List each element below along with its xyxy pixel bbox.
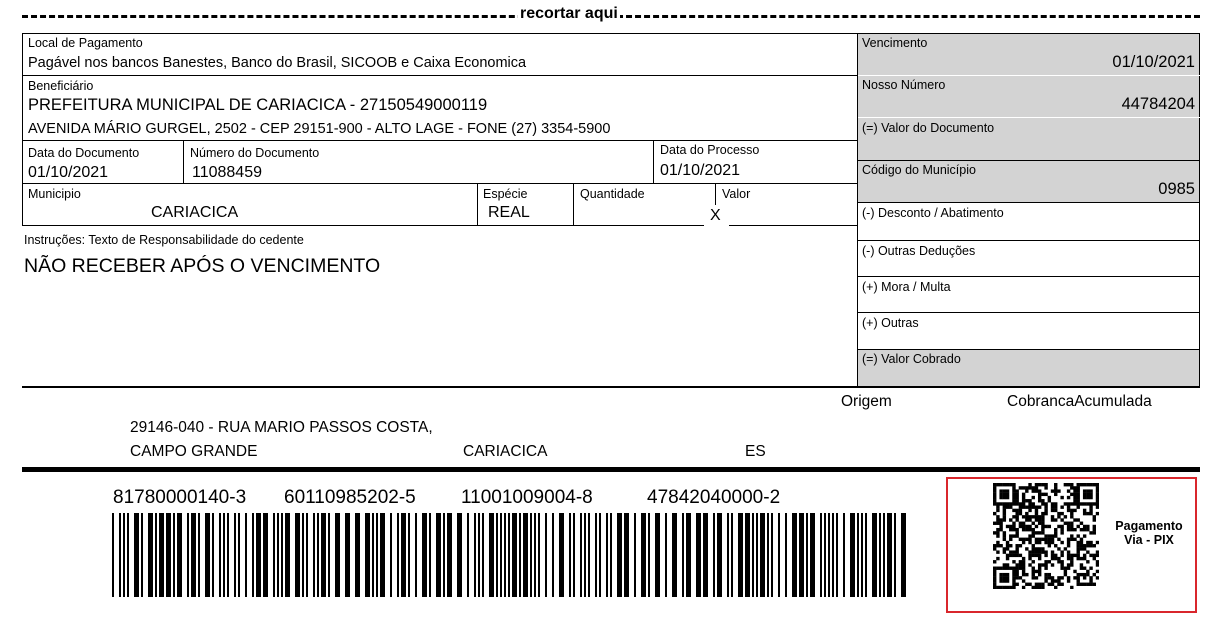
instrucoes-label: Instruções: Texto de Responsabilidade do cedente	[24, 233, 304, 247]
codigo-municipio-label: Código do Município	[862, 163, 976, 177]
vline-especie	[477, 183, 478, 225]
valor-label: Valor	[722, 187, 751, 201]
vline-dataproc	[653, 140, 654, 183]
local-pagamento-value: Pagável nos bancos Banestes, Banco do Brasil, SICOOB e Caixa Economica	[28, 55, 527, 71]
quantidade-label: Quantidade	[580, 187, 645, 201]
nosso-numero-label: Nosso Número	[862, 78, 946, 92]
thick-separator	[22, 467, 1200, 472]
pix-label-2: Via - PIX	[1124, 533, 1174, 547]
origem-label: Origem	[841, 393, 892, 410]
linha-digitavel-2: 60110985202-5	[284, 487, 416, 508]
vline-quantidade	[573, 183, 574, 225]
local-pagamento-label: Local de Pagamento	[28, 36, 143, 50]
municipio-label: Municipio	[28, 187, 81, 201]
data-processo-value: 01/10/2021	[660, 162, 741, 179]
rline-3	[858, 160, 1200, 161]
vencimento-label: Vencimento	[862, 36, 928, 50]
hline-1	[22, 75, 857, 76]
outras-deducoes-label: (-) Outras Deduções	[862, 244, 976, 258]
instrucoes-value: NÃO RECEBER APÓS O VENCIMENTO	[24, 255, 381, 277]
barcode-image	[112, 513, 910, 597]
rline-6	[858, 276, 1200, 277]
rline-5	[858, 240, 1200, 241]
beneficiario-address: AVENIDA MÁRIO GURGEL, 2502 - CEP 29151-900 - ALTO LAGE - FONE (27) 3354-5900	[28, 121, 611, 137]
mora-multa-label: (+) Mora / Multa	[862, 280, 951, 294]
valor-documento-label: (=) Valor do Documento	[862, 121, 995, 135]
desconto-label: (-) Desconto / Abatimento	[862, 206, 1004, 220]
sacado-uf: ES	[745, 443, 766, 460]
rline-7	[858, 312, 1200, 313]
vline-valor	[715, 183, 716, 205]
hline-2	[22, 140, 857, 141]
sacado-cidade: CARIACICA	[463, 443, 548, 460]
vline-datadoc	[183, 140, 184, 183]
data-documento-label: Data do Documento	[28, 146, 140, 160]
rline-4	[858, 202, 1200, 203]
hline-4a	[22, 225, 704, 226]
valor-x: X	[710, 207, 721, 224]
valor-cobrado-label: (=) Valor Cobrado	[862, 352, 961, 366]
numero-documento-label: Número do Documento	[190, 146, 320, 160]
rline-1	[858, 75, 1200, 76]
especie-label: Espécie	[483, 187, 528, 201]
linha-digitavel-4: 47842040000-2	[647, 487, 781, 508]
origem-value: CobrancaAcumulada	[1007, 393, 1152, 410]
especie-value: REAL	[488, 204, 530, 221]
beneficiario-label: Beneficiário	[28, 79, 94, 93]
hline-4b	[729, 225, 857, 226]
codigo-municipio-value: 0985	[1158, 180, 1195, 198]
numero-documento-value: 11088459	[192, 164, 262, 181]
data-processo-label: Data do Processo	[660, 143, 760, 157]
outras-label: (+) Outras	[862, 316, 919, 330]
frame-top	[22, 33, 1200, 34]
cut-label: recortar aqui	[520, 5, 618, 22]
data-documento-value: 01/10/2021	[28, 164, 109, 181]
frame-right	[1199, 33, 1200, 388]
vencimento-value: 01/10/2021	[1112, 53, 1195, 71]
frame-left	[22, 33, 23, 226]
beneficiario-name: PREFEITURA MUNICIPAL DE CARIACICA - 27150549000119	[28, 96, 488, 114]
linha-digitavel-3: 11001009004-8	[461, 487, 593, 508]
municipio-value: CARIACICA	[151, 204, 239, 221]
sacado-endereco: 29146-040 - RUA MARIO PASSOS COSTA,	[130, 419, 433, 436]
hline-bottom	[22, 386, 1200, 388]
rline-2	[858, 117, 1200, 118]
linha-digitavel-1: 81780000140-3	[113, 487, 247, 508]
pix-label-1: Pagamento	[1115, 519, 1183, 533]
hline-3	[22, 183, 857, 184]
rline-8	[858, 349, 1200, 350]
pix-qr-code-image	[993, 483, 1099, 589]
nosso-numero-value: 44784204	[1121, 95, 1195, 113]
column-divider	[857, 33, 858, 388]
sacado-bairro: CAMPO GRANDE	[130, 443, 258, 460]
